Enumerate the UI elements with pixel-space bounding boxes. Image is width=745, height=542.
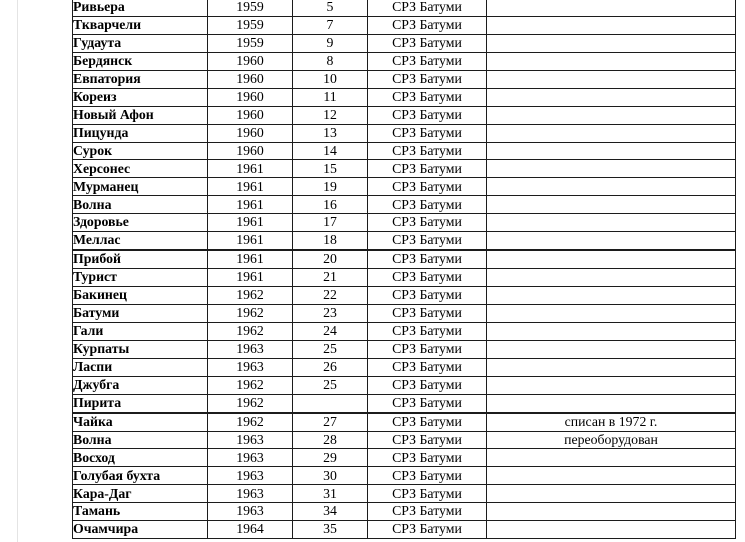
hull-number-cell: 31	[293, 485, 368, 503]
shipyard-cell: СРЗ Батуми	[368, 413, 487, 431]
year-cell: 1963	[208, 431, 293, 449]
notes-cell	[487, 196, 736, 214]
notes-cell	[487, 250, 736, 268]
hull-number-cell: 15	[293, 160, 368, 178]
hull-number-cell: 21	[293, 269, 368, 287]
shipyard-cell: СРЗ Батуми	[368, 358, 487, 376]
notes-cell	[487, 124, 736, 142]
hull-number-cell: 23	[293, 304, 368, 322]
hull-number-cell: 27	[293, 413, 368, 431]
shipyard-cell: СРЗ Батуми	[368, 394, 487, 412]
notes-cell	[487, 16, 736, 34]
hull-number-cell: 24	[293, 322, 368, 340]
notes-cell	[487, 394, 736, 412]
hull-number-cell: 26	[293, 358, 368, 376]
year-cell: 1961	[208, 232, 293, 250]
table-row	[73, 358, 736, 376]
shipyard-cell: СРЗ Батуми	[368, 34, 487, 52]
year-cell: 1963	[208, 340, 293, 358]
hull-number-cell: 19	[293, 178, 368, 196]
year-cell: 1960	[208, 142, 293, 160]
ship-name-cell: Кореиз	[73, 88, 208, 106]
ship-table-container	[72, 0, 736, 539]
year-cell: 1962	[208, 304, 293, 322]
notes-cell	[487, 70, 736, 88]
ship-name-cell: Волна	[73, 196, 208, 214]
ship-name-cell: Прибой	[73, 250, 208, 268]
hull-number-cell: 28	[293, 431, 368, 449]
year-cell: 1963	[208, 358, 293, 376]
table-row	[73, 304, 736, 322]
year-cell: 1961	[208, 250, 293, 268]
year-cell: 1961	[208, 178, 293, 196]
table-row	[73, 0, 736, 16]
table-row	[73, 196, 736, 214]
year-cell: 1960	[208, 70, 293, 88]
shipyard-cell: СРЗ Батуми	[368, 0, 487, 16]
year-cell: 1961	[208, 269, 293, 287]
shipyard-cell: СРЗ Батуми	[368, 196, 487, 214]
hull-number-cell: 10	[293, 70, 368, 88]
shipyard-cell: СРЗ Батуми	[368, 16, 487, 34]
table-row	[73, 178, 736, 196]
table-row	[73, 322, 736, 340]
shipyard-cell: СРЗ Батуми	[368, 88, 487, 106]
hull-number-cell	[293, 394, 368, 412]
ship-name-cell: Херсонес	[73, 160, 208, 178]
year-cell: 1961	[208, 196, 293, 214]
year-cell: 1960	[208, 52, 293, 70]
shipyard-cell: СРЗ Батуми	[368, 106, 487, 124]
ship-name-cell: Пицунда	[73, 124, 208, 142]
hull-number-cell: 11	[293, 88, 368, 106]
ship-name-cell: Чайка	[73, 413, 208, 431]
shipyard-cell: СРЗ Батуми	[368, 376, 487, 394]
table-row	[73, 250, 736, 268]
table-row	[73, 88, 736, 106]
ship-name-cell: Меллас	[73, 232, 208, 250]
notes-cell	[487, 340, 736, 358]
shipyard-cell: СРЗ Батуми	[368, 232, 487, 250]
ship-name-cell: Очамчира	[73, 521, 208, 539]
notes-cell	[487, 232, 736, 250]
ship-name-cell: Джубга	[73, 376, 208, 394]
table-row	[73, 232, 736, 250]
notes-cell	[487, 467, 736, 485]
hull-number-cell: 25	[293, 340, 368, 358]
ship-name-cell: Здоровье	[73, 214, 208, 232]
year-cell: 1962	[208, 394, 293, 412]
shipyard-cell: СРЗ Батуми	[368, 52, 487, 70]
hull-number-cell: 20	[293, 250, 368, 268]
year-cell: 1962	[208, 376, 293, 394]
hull-number-cell: 34	[293, 503, 368, 521]
table-row	[73, 521, 736, 539]
ship-name-cell: Мурманец	[73, 178, 208, 196]
ship-name-cell: Бакинец	[73, 287, 208, 305]
ship-name-cell: Ривьера	[73, 0, 208, 16]
shipyard-cell: СРЗ Батуми	[368, 70, 487, 88]
table-row	[73, 269, 736, 287]
shipyard-cell: СРЗ Батуми	[368, 322, 487, 340]
year-cell: 1960	[208, 106, 293, 124]
shipyard-cell: СРЗ Батуми	[368, 431, 487, 449]
ship-name-cell: Волна	[73, 431, 208, 449]
notes-cell	[487, 322, 736, 340]
shipyard-cell: СРЗ Батуми	[368, 340, 487, 358]
ship-name-cell: Евпатория	[73, 70, 208, 88]
notes-cell	[487, 34, 736, 52]
year-cell: 1962	[208, 322, 293, 340]
table-row	[73, 106, 736, 124]
table-row	[73, 124, 736, 142]
hull-number-cell: 7	[293, 16, 368, 34]
ship-name-cell: Кара-Даг	[73, 485, 208, 503]
year-cell: 1962	[208, 287, 293, 305]
year-cell: 1961	[208, 160, 293, 178]
shipyard-cell: СРЗ Батуми	[368, 160, 487, 178]
shipyard-cell: СРЗ Батуми	[368, 503, 487, 521]
notes-cell: переоборудован	[487, 431, 736, 449]
year-cell: 1959	[208, 16, 293, 34]
table-row	[73, 340, 736, 358]
shipyard-cell: СРЗ Батуми	[368, 214, 487, 232]
ship-name-cell: Гудаута	[73, 34, 208, 52]
ship-name-cell: Сурок	[73, 142, 208, 160]
ship-name-cell: Голубая бухта	[73, 467, 208, 485]
hull-number-cell: 18	[293, 232, 368, 250]
notes-cell	[487, 142, 736, 160]
hull-number-cell: 5	[293, 0, 368, 16]
shipyard-cell: СРЗ Батуми	[368, 269, 487, 287]
shipyard-cell: СРЗ Батуми	[368, 250, 487, 268]
notes-cell: списан в 1972 г.	[487, 413, 736, 431]
ship-name-cell: Восход	[73, 449, 208, 467]
year-cell: 1963	[208, 485, 293, 503]
shipyard-cell: СРЗ Батуми	[368, 485, 487, 503]
hull-number-cell: 25	[293, 376, 368, 394]
ship-name-cell: Пирита	[73, 394, 208, 412]
ship-name-cell: Курпаты	[73, 340, 208, 358]
ship-table	[72, 0, 736, 539]
table-row	[73, 503, 736, 521]
ship-name-cell: Турист	[73, 269, 208, 287]
table-row	[73, 376, 736, 394]
table-row	[73, 34, 736, 52]
notes-cell	[487, 106, 736, 124]
table-row	[73, 16, 736, 34]
hull-number-cell: 8	[293, 52, 368, 70]
table-row	[73, 485, 736, 503]
table-row	[73, 52, 736, 70]
ship-table-body	[73, 0, 736, 539]
notes-cell	[487, 178, 736, 196]
year-cell: 1959	[208, 34, 293, 52]
hull-number-cell: 16	[293, 196, 368, 214]
shipyard-cell: СРЗ Батуми	[368, 467, 487, 485]
hull-number-cell: 12	[293, 106, 368, 124]
table-row	[73, 214, 736, 232]
year-cell: 1961	[208, 214, 293, 232]
table-row	[73, 413, 736, 431]
shipyard-cell: СРЗ Батуми	[368, 449, 487, 467]
year-cell: 1959	[208, 0, 293, 16]
hull-number-cell: 22	[293, 287, 368, 305]
notes-cell	[487, 269, 736, 287]
ship-name-cell: Ласпи	[73, 358, 208, 376]
notes-cell	[487, 521, 736, 539]
hull-number-cell: 13	[293, 124, 368, 142]
ship-name-cell: Бердянск	[73, 52, 208, 70]
year-cell: 1963	[208, 503, 293, 521]
table-row	[73, 287, 736, 305]
notes-cell	[487, 376, 736, 394]
notes-cell	[487, 449, 736, 467]
year-cell: 1962	[208, 413, 293, 431]
year-cell: 1963	[208, 449, 293, 467]
shipyard-cell: СРЗ Батуми	[368, 304, 487, 322]
ship-name-cell: Гали	[73, 322, 208, 340]
notes-cell	[487, 485, 736, 503]
notes-cell	[487, 214, 736, 232]
ship-name-cell: Тамань	[73, 503, 208, 521]
table-row	[73, 160, 736, 178]
ship-name-cell: Новый Афон	[73, 106, 208, 124]
ship-name-cell: Ткварчели	[73, 16, 208, 34]
table-row	[73, 394, 736, 412]
notes-cell	[487, 358, 736, 376]
shipyard-cell: СРЗ Батуми	[368, 178, 487, 196]
table-row	[73, 449, 736, 467]
year-cell: 1964	[208, 521, 293, 539]
notes-cell	[487, 52, 736, 70]
notes-cell	[487, 160, 736, 178]
year-cell: 1960	[208, 124, 293, 142]
notes-cell	[487, 88, 736, 106]
year-cell: 1963	[208, 467, 293, 485]
shipyard-cell: СРЗ Батуми	[368, 124, 487, 142]
notes-cell	[487, 304, 736, 322]
hull-number-cell: 9	[293, 34, 368, 52]
table-row	[73, 431, 736, 449]
notes-cell	[487, 287, 736, 305]
hull-number-cell: 14	[293, 142, 368, 160]
shipyard-cell: СРЗ Батуми	[368, 287, 487, 305]
year-cell: 1960	[208, 88, 293, 106]
ship-name-cell: Батуми	[73, 304, 208, 322]
table-row	[73, 142, 736, 160]
table-row	[73, 70, 736, 88]
hull-number-cell: 30	[293, 467, 368, 485]
hull-number-cell: 17	[293, 214, 368, 232]
notes-cell	[487, 0, 736, 16]
hull-number-cell: 35	[293, 521, 368, 539]
table-row	[73, 467, 736, 485]
notes-cell	[487, 503, 736, 521]
text-boundary-guide	[17, 0, 18, 542]
shipyard-cell: СРЗ Батуми	[368, 142, 487, 160]
hull-number-cell: 29	[293, 449, 368, 467]
shipyard-cell: СРЗ Батуми	[368, 521, 487, 539]
